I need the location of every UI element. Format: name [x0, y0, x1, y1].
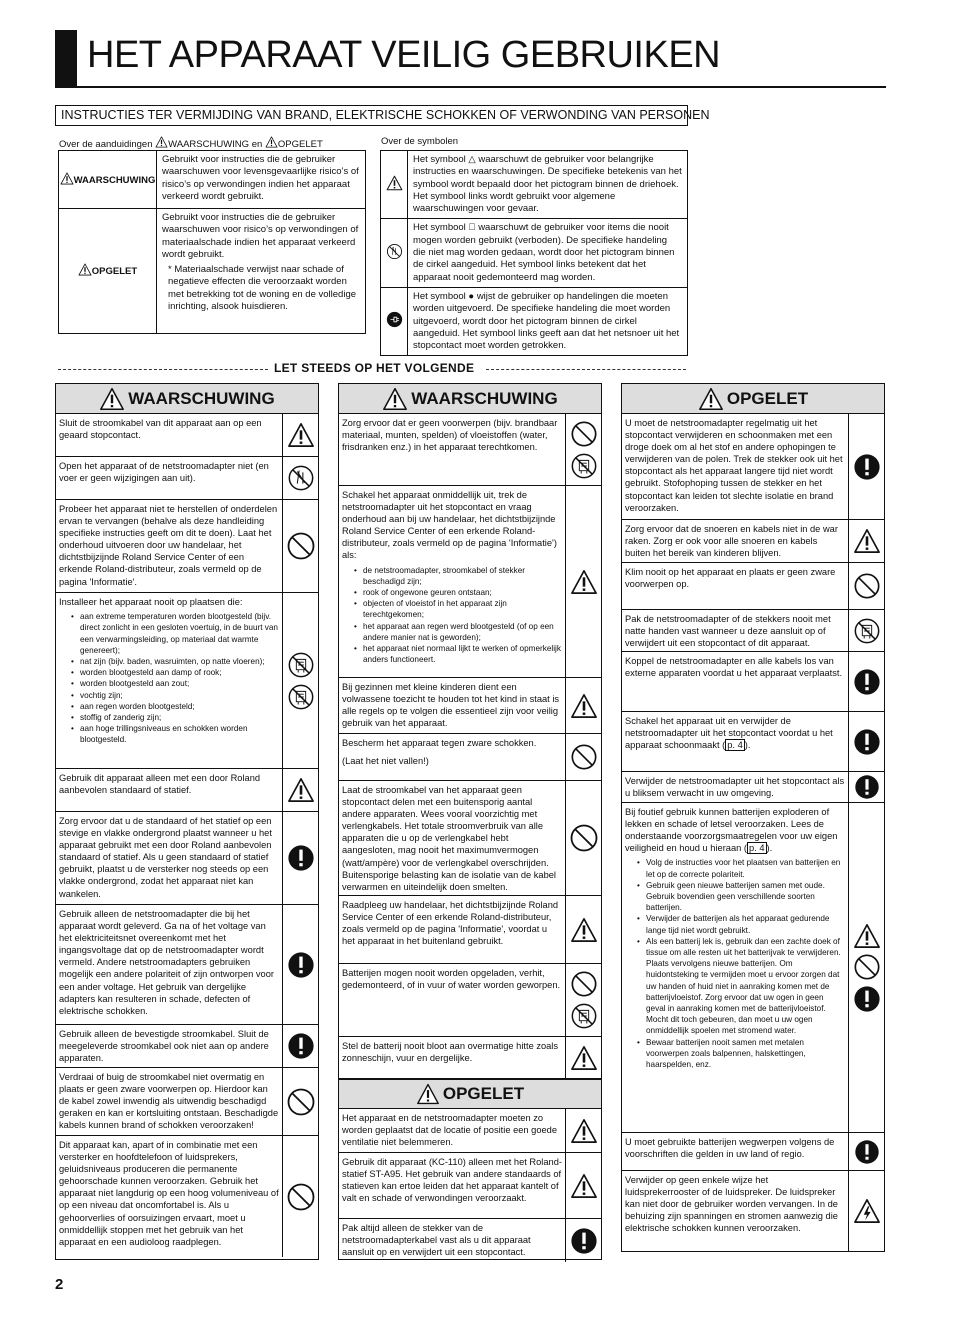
indications-label [59, 136, 323, 150]
page-number: 2 [55, 1276, 64, 1293]
separator-line-left [58, 369, 268, 370]
symbol-text: Het symbool △ waarschuwt de gebruiker voor belangrijke instructies en waarschuwingen. De specifieke betekenis van het symbool wordt bepaald door het pictogram binnen de driehoek. Het symbool links wordt gebruikt voor algemene waarschuwingen voor gevaar. [408, 151, 688, 219]
page-header [55, 30, 886, 88]
safety-row-text: Koppel de netstroomadapter en alle kabels los van externe apparaten voordat u het apparaat verplaatst. [622, 652, 849, 711]
bullet-item: • Gebruik geen nieuwe batterijen samen met oude. Gebruik bovendien geen verschillende soorten batterijen. [637, 880, 845, 914]
symbol-icon-cell [381, 151, 408, 219]
warning-column-1 [55, 383, 319, 1260]
safety-row-intro: Schakel het apparaat onmiddellijk uit, trek de netstroomadapter uit het stopcontact en vraag onderhoud aan bij uw handelaar, het dichtstbijzijnde Roland Service Center of een erkende Roland-distributeur, zoals vermeld op de pagina 'Informatie') als: [342, 490, 557, 561]
safety-row-text: Open het apparaat of de netstroomadapter niet (en voer er geen wijzigingen aan uit). [56, 457, 283, 499]
bullet-item: • vochtig zijn; [71, 690, 279, 701]
safety-row-text: Raadpleeg uw handelaar, het dichtstbijzijnde Roland Service Center of een erkende Roland-distributeur, zoals vermeld op de pagina 'Informatie', voordat u het apparaat in het buitenland gebruikt. [339, 896, 566, 963]
no-wet-icon [853, 617, 881, 645]
safety-row-text: Probeer het apparaat niet te herstellen of onderdelen ervan te vervangen (behalve als deze handleiding specifieke instructies geeft om dit te doen). Laat het onderhoud uitvoeren door uw handelaar, het dichtstbijzijnde Roland Service Center of een erkende Roland-distributeur, zoals vermeld op de pagina 'Informatie'. [56, 500, 283, 592]
page-title: HET APPARAAT VEILIG GEBRUIKEN [87, 34, 721, 76]
safety-row-line: Schakel het apparaat uit en verwijder de netstroomadapter uit het stopcontact voordat u het apparaat schoonmaakt ( [625, 716, 833, 751]
warning-triangle-icon [570, 1118, 598, 1144]
mandatory-icon [854, 774, 880, 800]
safety-row-text [622, 712, 849, 771]
prohibit-icon [853, 953, 881, 981]
warning-triangle-icon [60, 172, 74, 185]
safety-row-icons [283, 457, 318, 499]
safety-row-text: Zorg ervoor dat u de standaard of het statief op een stevige en vlakke ondergrond plaatst wanneer u het apparaat gebruikt met een door Roland aanbevolen standaard of statief. Als u geen standaard of statief gebruikt, plaatst u de versterker nog steeds op een vlakke ondergrond, zodat het apparaat niet kan wankelen. [56, 812, 283, 904]
safety-row-icons [566, 678, 601, 733]
bullet-item: • het apparaat aan regen werd blootgesteld (of op een andere manier nat is geworden); [354, 621, 562, 643]
bullet-item: • de netstroomadapter, stroomkabel of stekker beschadigd zijn; [354, 565, 562, 587]
safety-row [56, 457, 318, 500]
indications-label-prefix: Over de aanduidingen [59, 139, 153, 150]
safety-row-text: Pak de netstroomadapter of de stekkers nooit met natte handen vast wanneer u deze aansluit op of verwijdert uit een stopcontact of dit apparaat. [622, 610, 849, 651]
safety-row-icons [283, 593, 318, 768]
symbol-row [381, 219, 688, 287]
safety-row-icons [849, 610, 884, 651]
safety-row-text: Verwijder de netstroomadapter uit het stopcontact als u bliksem verwacht in uw omgeving. [622, 772, 849, 802]
prohibit-icon [853, 572, 881, 600]
indication-caution-note: * Materiaalschade verwijst naar schade of negatieve effecten die veroorzaakt worden met betrekking tot de woning en de volledige inrichting, alsook huisdieren. [168, 264, 357, 313]
warning-triangle-icon [570, 917, 598, 943]
symbols-label: Over de symbolen [381, 136, 459, 147]
safety-row [339, 414, 601, 486]
mandatory-icon [287, 844, 315, 872]
warning-triangle-icon [570, 569, 598, 595]
indication-label-cell [59, 209, 157, 334]
safety-row-icons [849, 414, 884, 519]
safety-row [56, 500, 318, 593]
no-wet-icon [287, 683, 315, 711]
bullet-item: • objecten of vloeistof in het apparaat zijn terechtgekomen; [354, 598, 562, 620]
caution-triangle-icon [416, 1083, 440, 1105]
safety-row [56, 593, 318, 769]
safety-row [56, 414, 318, 457]
mandatory-icon [853, 985, 881, 1013]
safety-row [622, 1171, 884, 1251]
caution-triangle-icon [698, 387, 724, 411]
safety-row [339, 1153, 601, 1219]
warning-triangle-icon [853, 923, 881, 949]
safety-row [56, 1136, 318, 1257]
electric-shock-icon [853, 1198, 881, 1224]
safety-row-line: (Laat het niet vallen!) [342, 756, 429, 767]
no-disassemble-icon [386, 243, 403, 260]
bullet-item: • het apparaat niet normaal lijkt te werken of opmerkelijk anders functioneert. [354, 643, 562, 665]
safety-row-text: Pak altijd alleen de stekker van de netstroomadapterkabel vast als u dit apparaat aansluit op en verwijdert uit een stopcontact. [339, 1219, 566, 1262]
safety-row [339, 1109, 601, 1153]
safety-row [622, 712, 884, 772]
bullet-item: • rook of ongewone geuren ontstaan; [354, 587, 562, 598]
safety-row-text: Batterijen mogen nooit worden opgeladen, verhit, gedemonteerd, of in vuur of water worden geworpen. [339, 964, 566, 1036]
warning-triangle-icon [386, 175, 403, 191]
indication-row-caution [59, 209, 366, 334]
indication-warning-name: WAARSCHUWING [73, 174, 156, 186]
safety-row [339, 1037, 601, 1079]
safety-row-icons [566, 781, 601, 895]
page-reference-link[interactable]: p. 4 [727, 740, 743, 751]
prohibit-icon [286, 1182, 316, 1212]
safety-row [622, 563, 884, 610]
safety-row [339, 964, 601, 1037]
safety-row [622, 803, 884, 1133]
bullet-item: • worden blootgesteld aan damp of rook; [71, 667, 279, 678]
safety-row-icons [849, 1171, 884, 1251]
safety-row [56, 1025, 318, 1068]
safety-row-icons [566, 486, 601, 677]
safety-row-text: Klim nooit op het apparaat en plaats er geen zware voorwerpen op. [622, 563, 849, 609]
warning-triangle-icon [570, 1045, 598, 1071]
safety-row-icons [566, 1219, 601, 1262]
safety-row-text [622, 803, 849, 1132]
safety-row [622, 1133, 884, 1171]
safety-row-icons [283, 812, 318, 904]
indication-row-warning [59, 151, 366, 209]
caution-triangle-icon [78, 263, 92, 276]
warning-triangle-icon [287, 422, 315, 448]
separator-line-right [486, 369, 686, 370]
column-heading [339, 384, 601, 414]
warning-triangle-icon [570, 1173, 598, 1199]
safety-row-icons [283, 1068, 318, 1135]
safety-row-icons [849, 520, 884, 562]
safety-row-line-end: ). [766, 843, 773, 854]
safety-row-text [339, 486, 566, 677]
mandatory-icon [854, 1139, 880, 1165]
mandatory-icon [570, 1227, 598, 1255]
mandatory-icon [853, 668, 881, 696]
safety-row-text: Het apparaat en de netstroomadapter moeten zo worden geplaatst dat de locatie of positie een goede ventilatie niet belemmeren. [339, 1109, 566, 1152]
mandatory-icon [853, 728, 881, 756]
mandatory-icon [853, 453, 881, 481]
column-heading-text: OPGELET [726, 388, 809, 408]
instructions-heading: INSTRUCTIES TER VERMIJDING VAN BRAND, ELEKTRISCHE SCHOKKEN OF VERWONDING VAN PERSONEN [55, 105, 688, 126]
separator-text: LET STEEDS OP HET VOLGENDE [274, 361, 475, 375]
safety-row-icons [283, 1136, 318, 1257]
warning-column-2 [338, 383, 602, 1260]
symbol-icon-cell [381, 287, 408, 355]
column-heading-text: WAARSCHUWING [411, 388, 558, 408]
safety-row-line: Bescherm het apparaat tegen zware schokken. [342, 738, 537, 748]
bullet-list [354, 565, 562, 666]
safety-row [56, 769, 318, 812]
safety-row [339, 1219, 601, 1262]
symbol-row [381, 287, 688, 355]
warning-triangle-icon [287, 777, 315, 803]
column-heading [56, 384, 318, 414]
warning-triangle-icon [382, 387, 408, 411]
warning-triangle-icon [853, 528, 881, 554]
prohibit-icon [570, 743, 598, 771]
safety-row [339, 896, 601, 964]
bullet-item: • worden blootgesteld aan zout; [71, 678, 279, 689]
safety-row [622, 414, 884, 520]
no-wet-icon [570, 452, 598, 480]
prohibit-icon [570, 420, 598, 448]
bullet-item: • Als een batterij lek is, gebruik dan een zachte doek of tissue om alle resten uit het batterijvak te verwijderen. Plaats vervolgens nieuwe batterijen. Om huidontsteking te vermijden moet u ervoor zorgen dat uw handen of huid niet in aanraking komen met de batterijvloeistof. Zorg ervoor dat uw ogen in geen geval in aanraking komen met de batterijvloeistof. Mocht dit toch gebeuren, dan moet u uw ogen onmiddellijk spoelen met stromend water. [637, 936, 845, 1037]
bullet-item: • Verwijder de batterijen als het apparaat gedurende lange tijd niet wordt gebruikt. [637, 913, 845, 935]
column-subheading-text: OPGELET [442, 1084, 525, 1103]
no-wet-icon [570, 1002, 598, 1030]
bullet-item: • Bewaar batterijen nooit samen met metalen voorwerpen zoals balpennen, halskettingen, haarspelden, enz. [637, 1037, 845, 1071]
safety-row [339, 734, 601, 781]
safety-row-text: Gebruik alleen de bevestigde stroomkabel. Sluit de meegeleverde stroomkabel ook niet aan op andere apparaten. [56, 1025, 283, 1067]
symbol-row [381, 151, 688, 219]
safety-row-line-end: ). [744, 740, 751, 751]
column-heading-text: WAARSCHUWING [128, 388, 275, 408]
safety-row-icons [283, 500, 318, 592]
safety-row-icons [849, 652, 884, 711]
no-disassemble-icon [287, 464, 315, 492]
prohibit-icon [286, 1087, 316, 1117]
warning-triangle-icon [155, 136, 168, 148]
caution-column [621, 383, 885, 1252]
safety-row [622, 520, 884, 563]
safety-row-icons [849, 772, 884, 802]
safety-row-text: U moet gebruikte batterijen wegwerpen volgens de voorschriften die gelden in uw land of regio. [622, 1133, 849, 1170]
safety-row-line: Bij foutief gebruik kunnen batterijen exploderen of lekken en schade of letsel veroorzaken. Lees de onderstaande voorzorgsmaatregelen voor uw eigen veiligheid en houd u hieraan ( [625, 807, 838, 854]
safety-row-text [339, 734, 566, 780]
indication-caution-name: OPGELET [91, 266, 138, 278]
warning-triangle-icon [99, 387, 125, 411]
safety-row [339, 678, 601, 734]
bullet-item: • nat zijn (bijv. baden, wasruimten, op natte vloeren); [71, 656, 279, 667]
bullet-item: • stoffig of zanderig zijn; [71, 712, 279, 723]
bullet-item: • Volg de instructies voor het plaatsen van batterijen en let op de correcte polariteit. [637, 857, 845, 879]
safety-row-text: Sluit de stroomkabel van dit apparaat aan op een geaard stopcontact. [56, 414, 283, 456]
safety-row-intro: Installeer het apparaat nooit op plaatsen die: [59, 597, 243, 607]
safety-row-text: Dit apparaat kan, apart of in combinatie met een versterker en hoofdtelefoon of luidsprekers, geluidsniveaus produceren die permanente gehoorschade kunnen veroorzaken. Gebruik het apparaat niet langdurig op een hoog volumeniveau of op een niveau dat oncomfortabel is. Als u gehoorverlies of oorsuizingen ervaart, moet u onmiddellijk stoppen met het gebruik van het apparaat en een audioloog raadplegen. [56, 1136, 283, 1257]
indication-caution-text: Gebruikt voor instructies die de gebruiker waarschuwen voor risico’s op verwondingen of materiaalschade indien het apparaat verkeerd wordt gebruikt. [162, 212, 359, 260]
safety-row [622, 772, 884, 803]
safety-row [339, 781, 601, 896]
safety-row [56, 1068, 318, 1136]
indications-label-caution: OPGELET [277, 139, 323, 150]
no-wet-icon [287, 651, 315, 679]
safety-row-text [56, 593, 283, 768]
safety-row-text: Gebruik dit apparaat alleen met een door Roland aanbevolen standaard of statief. [56, 769, 283, 811]
bullet-list [637, 857, 845, 1070]
indication-caution-cell [157, 209, 366, 334]
safety-row-text: Bij gezinnen met kleine kinderen dient een volwassene toezicht te houden tot het kind in staat is alle regels op te volgen die essentieel zijn voor veilig gebruik van het apparaat. [339, 678, 566, 733]
safety-row-text: Zorg ervoor dat er geen voorwerpen (bijv. brandbaar materiaal, munten, spelden) of vloeistoffen (water, frisdranken enz.) in het apparaat terechtkomen. [339, 414, 566, 485]
safety-row-icons [566, 1037, 601, 1078]
caution-triangle-icon [265, 136, 278, 148]
safety-row-text: Verdraai of buig de stroomkabel niet overmatig en plaats er geen zware voorwerpen op. Hierdoor kan de kabel zowel inwendig als uitwendig beschadigd geraken en kan er kortsluiting ontstaan. Beschadigde kabels kunnen brand of schokken veroorzaken! [56, 1068, 283, 1135]
symbol-icon-cell [381, 219, 408, 287]
safety-row-icons [566, 896, 601, 963]
safety-row-icons [566, 1109, 601, 1152]
symbol-text: Het symbool ● wijst de gebruiker op handelingen die moeten worden uitgevoerd. De specifieke handeling die moet worden uitgevoerd, wordt door het pictogram binnen de cirkel aangeduid. Het symbool links geeft aan dat het netsnoer uit het stopcontact moet worden getrokken. [408, 287, 688, 355]
indication-label-cell [59, 151, 157, 209]
symbols-table [380, 150, 688, 356]
safety-row-icons [283, 1025, 318, 1067]
column-heading [622, 384, 884, 414]
section-separator [58, 361, 686, 377]
prohibit-icon [570, 970, 598, 998]
safety-row-icons [283, 905, 318, 1024]
bullet-list [71, 611, 279, 745]
safety-row-icons [283, 769, 318, 811]
safety-row-icons [849, 1133, 884, 1170]
indication-warning-text: Gebruikt voor instructies die de gebruiker waarschuwen voor levensgevaarlijke risico’s of risico’s op verwondingen indien het apparaat verkeerd wordt gebruikt. [157, 151, 366, 209]
safety-row-text: Zorg ervoor dat de snoeren en kabels niet in de war raken. Zorg er ook voor alle snoeren en kabels buiten het bereik van kinderen blijven. [622, 520, 849, 562]
safety-row-text: Gebruik dit apparaat (KC-110) alleen met het Roland-statief ST-A95. Het gebruik van andere standaards of statieven kan ertoe leiden dat het apparaat kantelt of valt en schade of verwondingen veroorzaakt. [339, 1153, 566, 1218]
safety-row-icons [849, 803, 884, 1132]
safety-row [622, 652, 884, 712]
safety-row-icons [283, 414, 318, 456]
safety-row-text: Laat de stroomkabel van het apparaat geen stopcontact delen met een buitensporig aantal andere apparaten. Wees vooral voorzichtig met verlengkabels. Het totale stroomverbruik van alle apparaten die u op de verlengkabel hebt aangesloten, mag nooit het maximumvermogen (watt/ampère) voor de verlengkabel overschrijden. Buitensporige belasting kan de isolatie van de kabel verwarmen en uiteindelijk doen smelten. [339, 781, 566, 895]
safety-row [56, 905, 318, 1025]
safety-row-icons [566, 964, 601, 1036]
safety-row-icons [566, 414, 601, 485]
mandatory-icon [287, 951, 315, 979]
mandatory-icon [287, 1032, 315, 1060]
bullet-item: • aan extreme temperaturen worden blootgesteld (bijv. direct zonlicht in een gesloten voertuig, in de buurt van een verwarmingsleiding, op materiaal dat warmte genereert); [71, 611, 279, 656]
safety-row-text: Stel de batterij nooit bloot aan overmatige hitte zoals zonneschijn, vuur en dergelijke. [339, 1037, 566, 1078]
title-marker-block [55, 30, 77, 86]
safety-row-icons [566, 1153, 601, 1218]
safety-row [339, 486, 601, 678]
prohibit-icon [569, 823, 599, 853]
indications-label-warning: WAARSCHUWING en [168, 139, 263, 150]
column-subheading [339, 1079, 601, 1109]
symbol-text: Het symbool ⃠ waarschuwt de gebruiker voor items die nooit mogen worden gebruikt (verboden). De specifieke handeling die niet mag worden gedaan, wordt door het pictogram binnen de cirkel aangeduid. Het symbool links betekent dat het apparaat nooit gedemonteerd mag worden. [408, 219, 688, 287]
bullet-item: • aan regen worden blootgesteld; [71, 701, 279, 712]
safety-row [56, 812, 318, 905]
indications-table [58, 150, 366, 334]
warning-triangle-icon [570, 693, 598, 719]
safety-row [622, 610, 884, 652]
prohibit-icon [286, 531, 316, 561]
safety-row-icons [849, 712, 884, 771]
unplug-icon [386, 311, 403, 328]
page-reference-link[interactable]: p. 4 [748, 843, 765, 854]
safety-row-text: U moet de netstroomadapter regelmatig uit het stopcontact verwijderen en schoonmaken met een droge doek om al het stof en andere ophopingen te verwijderen van de polen. Trek de stekker ook uit het stopcontact als het apparaat langere tijd niet wordt gebruikt. Stofophoping tussen de stekker en het stopcontact kan leiden tot slechte isolatie en brand veroorzaken. [622, 414, 849, 519]
safety-row-text: Verwijder op geen enkele wijze het luidsprekerrooster of de luidspreker. De luidspreker kan niet door de gebruiker worden vervangen. In de behuizing zijn spanningen en stromen aanwezig die elektrische schokken kunnen veroorzaken. [622, 1171, 849, 1251]
safety-row-text: Gebruik alleen de netstroomadapter die bij het apparaat wordt geleverd. Ga na of het voltage van het elektriciteitsnet overeenkomt met het ingangsvoltage dat op de netstroomadapter wordt vermeld. Andere netstroomadapters gebruiken mogelijk een andere polariteit of zijn ontworpen voor een ander voltage. Het gebruik van dergelijke adapters kan resulteren in schade, defecten of elektrische schokken. [56, 905, 283, 1024]
bullet-item: • aan hoge trillingsniveaus en schokken worden blootgesteld. [71, 723, 279, 745]
safety-row-icons [566, 734, 601, 780]
safety-row-icons [849, 563, 884, 609]
